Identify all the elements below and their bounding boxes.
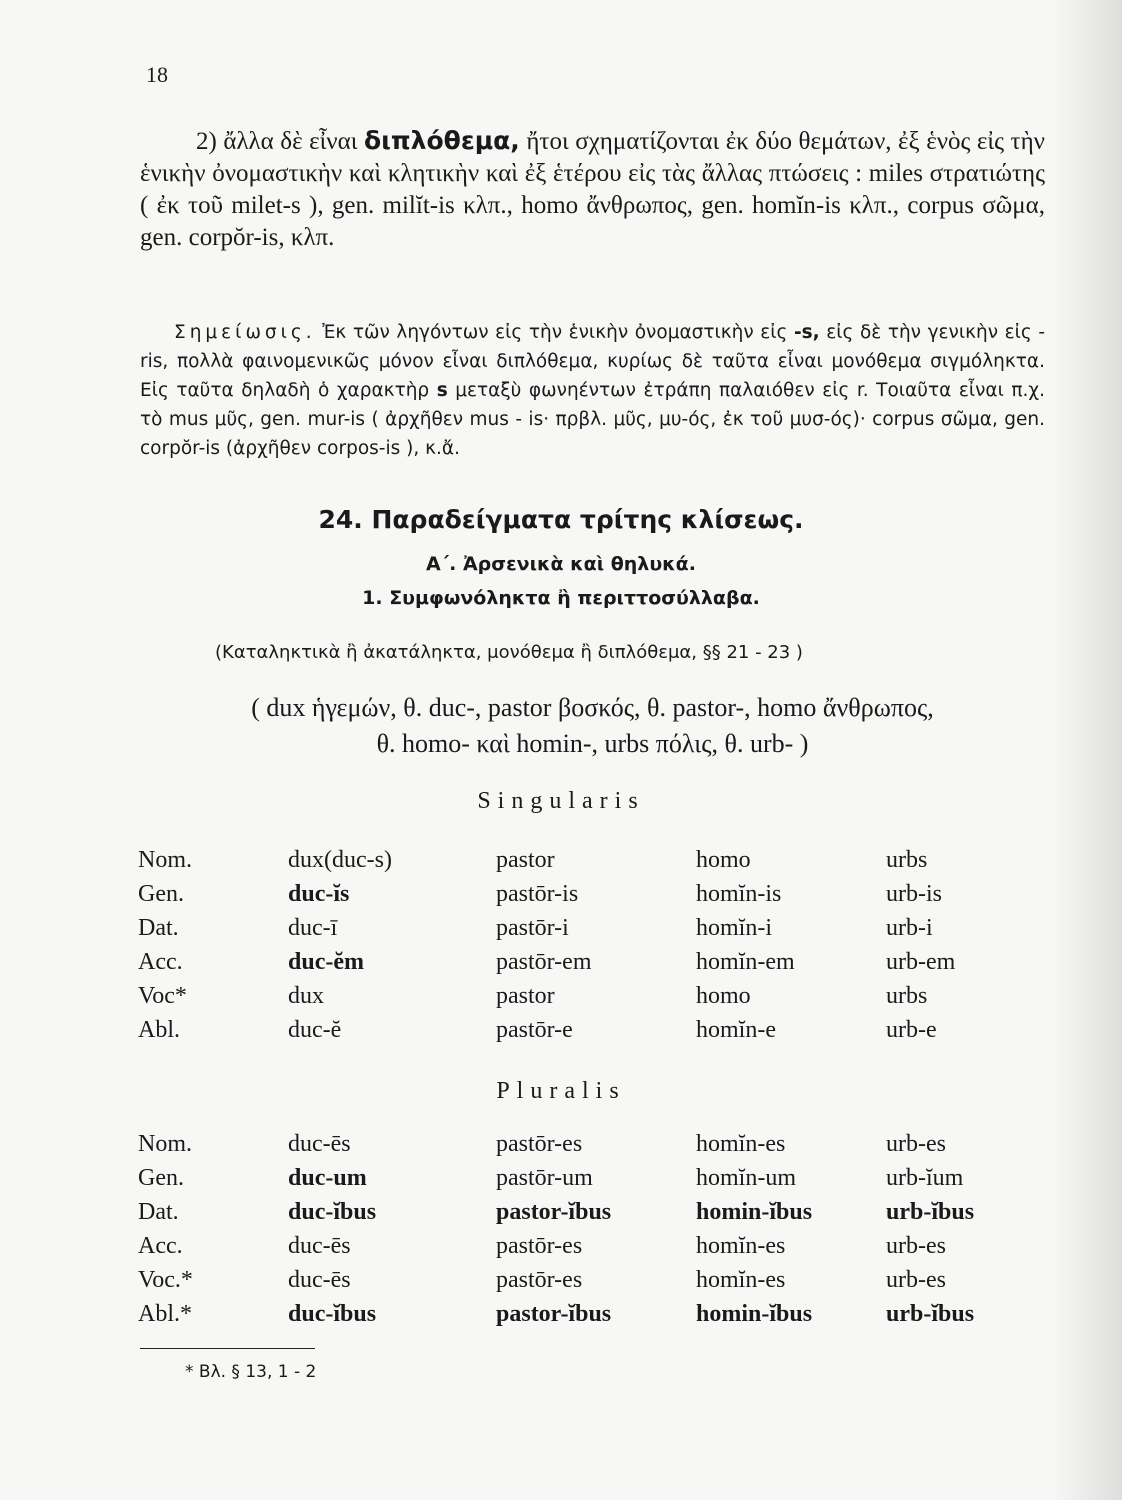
note-text-a: Ἐκ τῶν ληγόντων εἰς τὴν ἑνικὴν ὀνομαστικὴν εἰς (315, 322, 794, 343)
singular-case-label: Voc* (138, 982, 187, 1009)
singular-form: duc-ī (288, 914, 338, 941)
plural-table (138, 1127, 1038, 1331)
plural-form: duc-um (288, 1164, 367, 1191)
plural-row (138, 1127, 1038, 1161)
section-reference: (Καταληκτικὰ ἢ ἀκατάληκτα, μονόθεμα ἢ διπλόθεμα, §§ 21 - 23 ) (215, 642, 803, 663)
singular-form: urbs (886, 846, 928, 873)
singular-form: urb-e (886, 1016, 937, 1043)
plural-row (138, 1195, 1038, 1229)
plural-form: urb-ĭbus (886, 1198, 975, 1225)
paragraph-bold-term: διπλόθεμα, (363, 126, 520, 155)
singular-row (138, 843, 1038, 877)
singular-form: duc-ĭs (288, 880, 350, 907)
plural-form: pastōr-es (496, 1130, 583, 1157)
singular-form: homĭn-em (696, 948, 795, 975)
example-words (140, 690, 1045, 762)
plural-form: pastōr-um (496, 1164, 593, 1191)
footnote: * Βλ. § 13, 1 - 2 (185, 1362, 317, 1382)
singular-case-label: Abl. (138, 1016, 180, 1043)
plural-form: duc-ēs (288, 1232, 351, 1259)
plural-form: duc-ĭbus (288, 1198, 377, 1225)
subsection-heading: Α΄. Ἀρσενικὰ καὶ θηλυκά. (426, 553, 696, 575)
plural-title: Pluralis (496, 1078, 626, 1104)
examples-line-2: θ. homo- καὶ homin-, urbs πόλις, θ. urb- ) (376, 729, 809, 758)
note-block (140, 318, 1045, 463)
plural-case-label: Dat. (138, 1198, 179, 1225)
singular-form: pastōr-i (496, 914, 569, 941)
subsubsection-heading: 1. Συμφωνόληκτα ἢ περιττοσύλλαβα. (362, 587, 760, 609)
plural-form: duc-ēs (288, 1130, 351, 1157)
singular-form: pastor (496, 846, 555, 873)
plural-form: homĭn-es (696, 1130, 786, 1157)
note-letter-s: s (436, 380, 448, 401)
plural-case-label: Acc. (138, 1232, 183, 1259)
singular-row (138, 1013, 1038, 1047)
singular-form: homo (696, 846, 751, 873)
section-heading: 24. Παραδείγματα τρίτης κλίσεως. (318, 505, 804, 534)
plural-row (138, 1297, 1038, 1331)
singular-table (138, 843, 1038, 1047)
singular-case-label: Gen. (138, 880, 184, 907)
footnote-divider (140, 1348, 315, 1349)
paragraph-rest: ἤτοι σχηματίζονται ἐκ δύο θεμάτων, ἐξ ἑνὸς εἰς τὴν ἑνικὴν ὀνομαστικὴν καὶ κλητικὴν καὶ ἐξ ἑτέρου εἰς τὰς ἄλλας πτώσεις : miles στρατιώτης ( ἐκ τοῦ milet-s ), gen. milĭt-is κλπ., homo ἄνθρωπος, gen. homĭn-is κλπ., corpus σῶμα, gen. corpŏr-is, κλπ. (140, 128, 1045, 251)
singular-form: dux(duc-s) (288, 846, 392, 873)
plural-form: urb-es (886, 1232, 946, 1259)
singular-row (138, 911, 1038, 945)
plural-form: pastōr-es (496, 1266, 583, 1293)
singular-form: pastōr-e (496, 1016, 573, 1043)
singular-form: duc-ĕm (288, 948, 364, 975)
singular-form: pastōr-em (496, 948, 592, 975)
paragraph-lead: 2) ἄλλα δὲ εἶναι (196, 128, 364, 155)
singular-form: duc-ĕ (288, 1016, 342, 1043)
plural-form: homĭn-es (696, 1266, 786, 1293)
page-number: 18 (146, 62, 168, 87)
plural-form: urb-es (886, 1130, 946, 1157)
plural-row (138, 1161, 1038, 1195)
singular-form: urbs (886, 982, 928, 1009)
plural-form: homin-ĭbus (696, 1300, 813, 1327)
singular-case-label: Dat. (138, 914, 179, 941)
plural-form: urb-ĭbus (886, 1300, 975, 1327)
plural-row (138, 1229, 1038, 1263)
examples-line-1: ( dux ἡγεμών, θ. duc-, pastor βοσκός, θ. pastor-, homo ἄνθρωπος, (251, 693, 934, 722)
note-label: Σημείωσις. (174, 322, 316, 343)
paragraph-2 (140, 125, 1045, 254)
singular-row (138, 979, 1038, 1013)
plural-form: pastor-ĭbus (496, 1300, 612, 1327)
plural-form: homin-ĭbus (696, 1198, 813, 1225)
plural-form: duc-ēs (288, 1266, 351, 1293)
singular-case-label: Nom. (138, 846, 192, 873)
singular-form: pastor (496, 982, 555, 1009)
plural-row (138, 1263, 1038, 1297)
singular-form: urb-is (886, 880, 942, 907)
plural-case-label: Gen. (138, 1164, 184, 1191)
singular-form: homĭn-i (696, 914, 772, 941)
singular-form: urb-i (886, 914, 933, 941)
singular-form: homo (696, 982, 751, 1009)
plural-form: pastor-ĭbus (496, 1198, 612, 1225)
singular-form: urb-em (886, 948, 956, 975)
singular-row (138, 877, 1038, 911)
plural-form: urb-es (886, 1266, 946, 1293)
plural-form: duc-ĭbus (288, 1300, 377, 1327)
plural-case-label: Nom. (138, 1130, 192, 1157)
note-text-c: μεταξὺ φωνηέντων ἐτράπη παλαιόθεν εἰς r. Τοιαῦτα εἶναι π.χ. τὸ mus μῦς, gen. mur-is ( ἀρχῆθεν mus - is· πρβλ. μῦς, μυ-ός, ἐκ τοῦ μυσ-ός)· corpus σῶμα, gen. corpŏr-is (ἀρχῆθεν corpos-is ), κ.ἄ. (140, 380, 1045, 459)
page-edge-shadow (1052, 0, 1122, 1500)
singular-form: homĭn-e (696, 1016, 776, 1043)
plural-form: homĭn-um (696, 1164, 796, 1191)
plural-form: homĭn-es (696, 1232, 786, 1259)
plural-form: pastōr-es (496, 1232, 583, 1259)
singular-case-label: Acc. (138, 948, 183, 975)
note-ending-s: -s, (793, 322, 820, 343)
singular-form: homĭn-is (696, 880, 782, 907)
note-text-b: εἰς δὲ τὴν γενικὴν εἰς -ris, πολλὰ φαινομενικῶς μόνον εἶναι διπλόθεμα, κυρίως δὲ ταῦτα εἶναι μονόθεμα σιγμόληκτα. Εἰς ταῦτα δηλαδὴ ὁ χαρακτὴρ (140, 322, 1045, 401)
plural-form: urb-ĭum (886, 1164, 964, 1191)
singular-form: dux (288, 982, 324, 1009)
singular-row (138, 945, 1038, 979)
singular-form: pastōr-is (496, 880, 579, 907)
plural-case-label: Voc.* (138, 1266, 193, 1293)
plural-case-label: Abl.* (138, 1300, 192, 1327)
singular-title: Singularis (477, 788, 645, 814)
